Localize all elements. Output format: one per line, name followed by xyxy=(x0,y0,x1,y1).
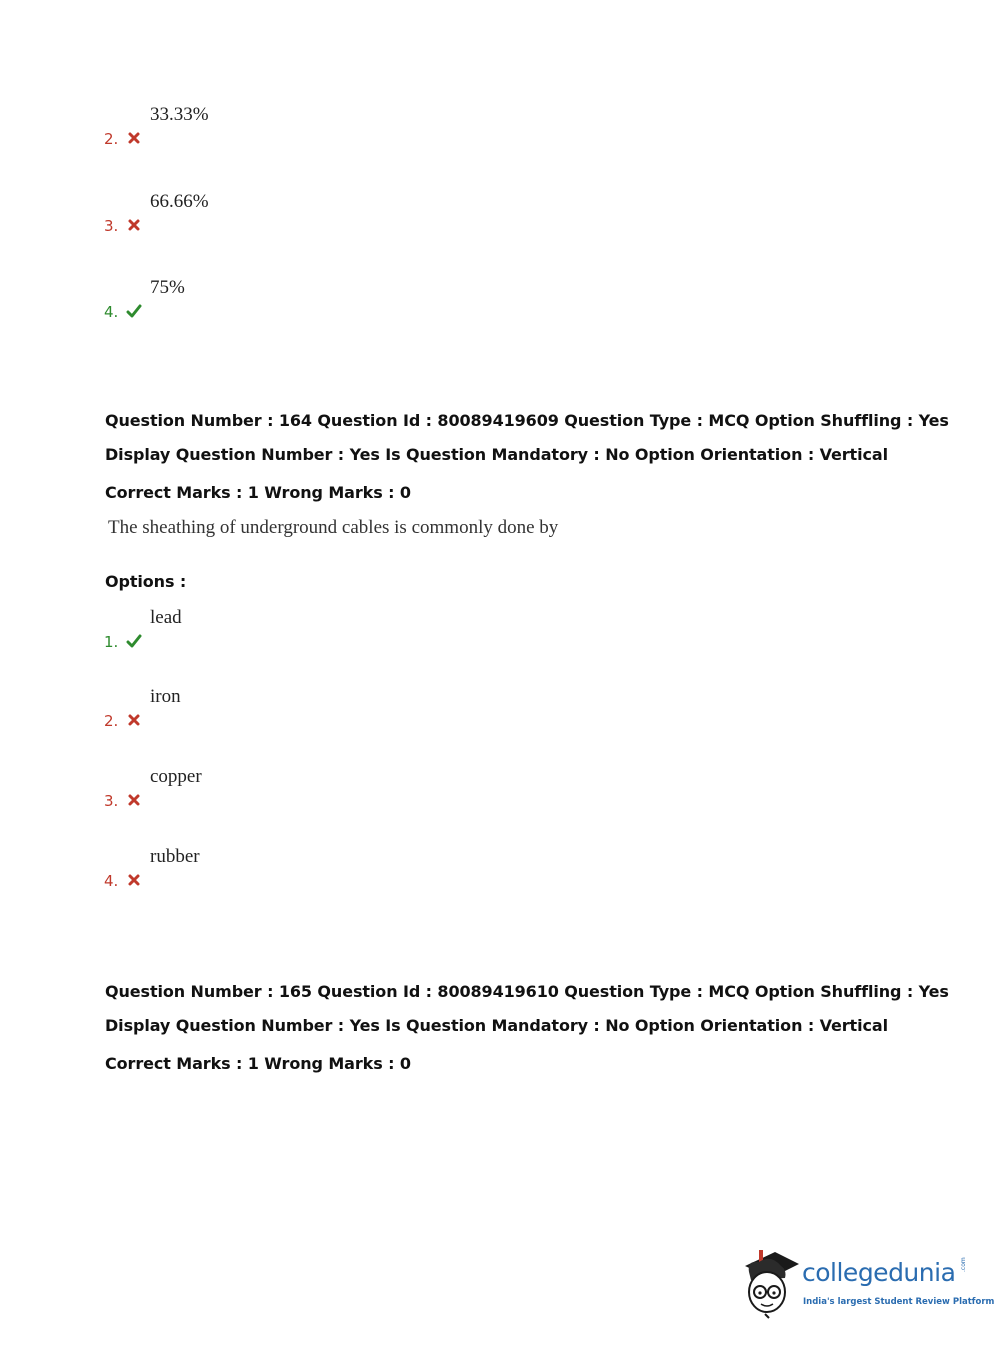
option-number: 4. xyxy=(104,303,119,321)
mascot-icon xyxy=(741,1248,801,1320)
question-marks: Correct Marks : 1 Wrong Marks : 0 xyxy=(105,483,411,502)
option-number: 2. xyxy=(104,712,119,730)
logo-name: collegedunia xyxy=(802,1258,956,1287)
cross-icon xyxy=(126,792,142,808)
question-meta-line-1: Question Number : 165 Question Id : 80089419610 Question Type : MCQ Option Shuffling : Yes xyxy=(105,982,949,1001)
option-text: 75% xyxy=(150,277,185,298)
options-label: Options : xyxy=(105,572,187,591)
option-number: 2. xyxy=(104,130,119,148)
cross-icon xyxy=(126,130,142,146)
question-text: The sheathing of underground cables is commonly done by xyxy=(108,517,559,538)
option-text: lead xyxy=(150,607,182,628)
option-text: iron xyxy=(150,686,181,707)
option-text: 33.33% xyxy=(150,104,209,125)
option-text: copper xyxy=(150,766,202,787)
cross-icon xyxy=(126,712,142,728)
logo-tagline: India's largest Student Review Platform xyxy=(803,1297,995,1307)
option-text: 66.66% xyxy=(150,191,209,212)
cross-icon xyxy=(126,217,142,233)
check-icon xyxy=(126,633,142,649)
option-number: 3. xyxy=(104,217,119,235)
option-number: 4. xyxy=(104,872,119,890)
option-text: rubber xyxy=(150,846,200,867)
question-meta-line-2: Display Question Number : Yes Is Question Mandatory : No Option Orientation : Vertical xyxy=(105,445,888,464)
option-number: 3. xyxy=(104,792,119,810)
check-icon xyxy=(126,303,142,319)
collegedunia-logo xyxy=(741,1248,995,1320)
question-marks: Correct Marks : 1 Wrong Marks : 0 xyxy=(105,1054,411,1073)
question-meta-line-2: Display Question Number : Yes Is Question Mandatory : No Option Orientation : Vertical xyxy=(105,1016,888,1035)
cross-icon xyxy=(126,872,142,888)
question-meta-line-1: Question Number : 164 Question Id : 80089419609 Question Type : MCQ Option Shuffling : Yes xyxy=(105,411,949,430)
logo-suffix: .com xyxy=(960,1257,967,1272)
option-number: 1. xyxy=(104,633,119,651)
